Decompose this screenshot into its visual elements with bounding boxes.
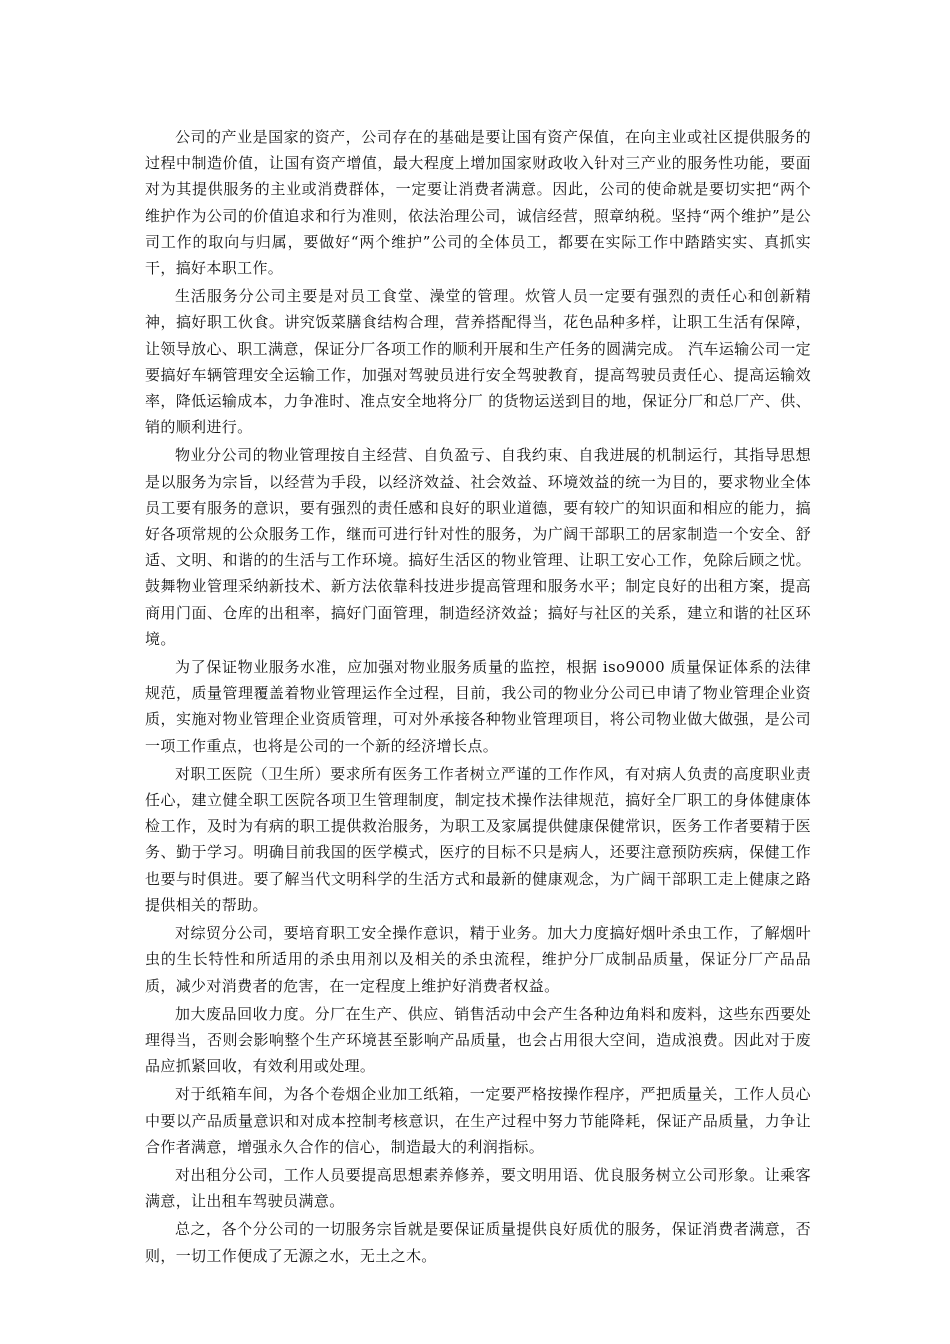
- paragraph-carton-workshop: 对于纸箱车间，为各个卷烟企业加工纸箱，一定要严格按操作程序，严把质量关，工作人员心中要以产品质量意识和对成本控制考核意识，在生产过程中努力节能降耗，保证产品质量，力争让合作者满意，增强永久合作的信心，制造最大的利润指标。: [145, 1085, 811, 1156]
- paragraph-taxi-company: 对出租分公司，工作人员要提高思想素养修养，要文明用语、优良服务树立公司形象。让乘客满意，让出租车驾驶员满意。: [145, 1165, 811, 1211]
- paragraph-property-management: 物业分公司的物业管理按自主经营、自负盈亏、自我约束、自我进展的机制运行，其指导思想是以服务为宗旨，以经营为手段，以经济效益、社会效益、环境效益的统一为目的，要求物业全体员工要有服务的意识，要有强烈的责任感和良好的职业道德，要有较广的知识面和相应的能力，搞好各项常规的公众服务工作，继而可进行针对性的服务，为广阔干部职工的居家制造一个安全、舒适、文明、和谐的的生活与工作环境。搞好生活区的物业管理、让职工安心工作，免除后顾之忧。鼓舞物业管理采纳新技术、新方法依靠科技进步提高管理和服务水平；制定良好的出租方案，提高商用门面、仓库的出租率，搞好门面管理，制造经济效益；搞好与社区的关系，建立和谐的社区环境。: [145, 446, 811, 648]
- paragraph-life-services: 生活服务分公司主要是对员工食堂、澡堂的管理。炊管人员一定要有强烈的责任心和创新精神，搞好职工伙食。讲究饭菜膳食结构合理，营养搭配得当，花色品种多样，让职工生活有保障，让领导放心、职工满意，保证分厂各项工作的顺利开展和生产任务的圆满完成。 汽车运输公司一定要搞好车辆管理安全运输工作，加强对驾驶员进行安全驾驶教育，提高驾驶员责任心、提高运输效率，降低运输成本，力争准时、准点安全地将分厂 的货物运送到目的地，保证分厂和总厂产、供、销的顺利进行。: [145, 287, 811, 437]
- paragraph-trade-company: 对综贸分公司，要培育职工安全操作意识，精于业务。加大力度搞好烟叶杀虫工作，了解烟叶虫的生长特性和所适用的杀虫用剂以及相关的杀虫流程，维护分厂成制品质量，保证分厂产品品质，减少对消费者的危害，在一定程度上维护好消费者权益。: [145, 924, 811, 995]
- paragraph-property-quality: 为了保证物业服务水准，应加强对物业服务质量的监控，根据 iso9000 质量保证体系的法律规范，质量管理覆盖着物业管理运作全过程，目前，我公司的物业分公司已申请了物业管理企业资质，实施对物业管理企业资质管理，可对外承接各种物业管理项目，将公司物业做大做强，是公司一项工作重点，也将是公司的一个新的经济增长点。: [145, 658, 811, 755]
- paragraph-waste-recycling: 加大废品回收力度。分厂在生产、供应、销售活动中会产生各种边角料和废料，这些东西要处理得当，否则会影响整个生产环境甚至影响产品质量，也会占用很大空间，造成浪费。因此对于废品应抓紧回收，有效利用或处理。: [145, 1004, 811, 1076]
- paragraph-hospital: 对职工医院（卫生所）要求所有医务工作者树立严谨的工作作风，有对病人负责的高度职业责任心，建立健全职工医院各项卫生管理制度，制定技术操作法律规范，搞好全厂职工的身体健康体检工作，及时为有病的职工提供救治服务，为职工及家属提供健康保健常识，医务工作者要精于医务、勤于学习。明确目前我国的医学模式，医疗的目标不只是病人，还要注意预防疾病，保健工作也要与时俱进。要了解当代文明科学的生活方式和最新的健康观念，为广阔干部职工走上健康之路提供相关的帮助。: [145, 764, 811, 914]
- document-body: [145, 124, 811, 1271]
- paragraph-intro: 公司的产业是国家的资产，公司存在的基础是要让国有资产保值，在向主业或社区提供服务的过程中制造价值，让国有资产增值，最大程度上增加国家财政收入针对三产业的服务性功能，要面对为其提供服务的主业或消费群体，一定要让消费者满意。因此，公司的使命就是要切实把“两个维护作为公司的价值追求和行为准则，依法治理公司，诚信经营，照章纳税。坚持“两个维护”是公司工作的取向与归属，要做好“两个维护”公司的全体员工，都要在实际工作中踏踏实实、真抓实干，搞好本职工作。: [145, 128, 811, 278]
- paragraph-conclusion: 总之，各个分公司的一切服务宗旨就是要保证质量提供良好质优的服务，保证消费者满意，否则，一切工作便成了无源之水，无土之木。: [145, 1220, 811, 1265]
